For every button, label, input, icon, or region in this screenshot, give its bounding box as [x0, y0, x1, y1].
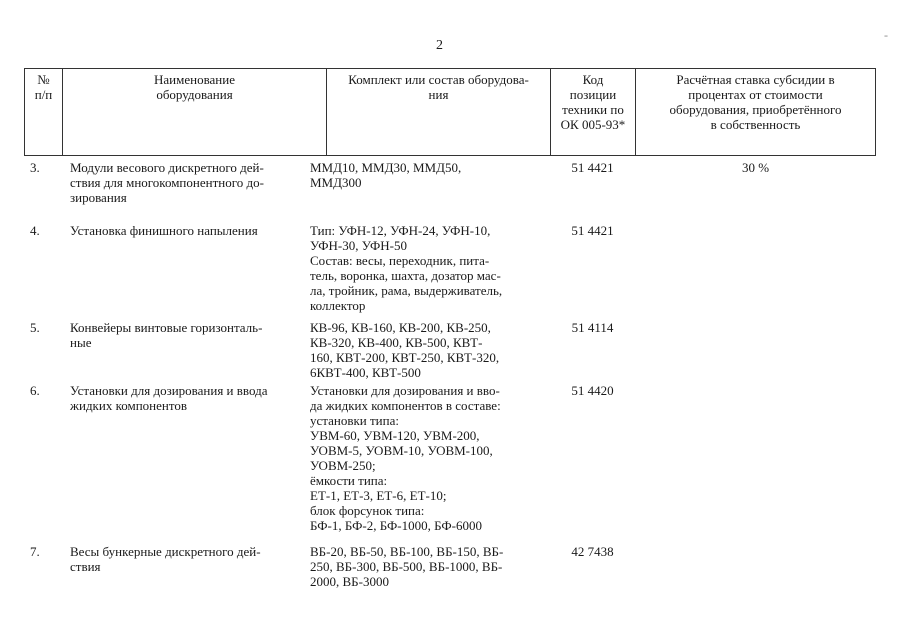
- row-equipment-name: Конвейеры винтовые горизонталь- ные: [70, 320, 263, 350]
- row-number: 4.: [30, 223, 40, 238]
- row-number: 6.: [30, 383, 40, 398]
- row-okp-code: 51 4114: [571, 320, 614, 335]
- row-equipment-name: Установка финишного напыления: [70, 223, 258, 238]
- row-okp-code: 51 4421: [571, 223, 614, 238]
- header-equipment-name: Наименование оборудования: [62, 69, 326, 155]
- margin-mark: -: [884, 28, 888, 42]
- table-header: [24, 68, 876, 156]
- row-equipment-set: Тип: УФН-12, УФН-24, УФН-10, УФН-30, УФН-50 Состав: весы, переходник, пита- тель, воронка, шахта, дозатор мас- ла, тройник, рама, выдерживатель, коллектор: [310, 223, 503, 313]
- row-number: 7.: [30, 544, 40, 559]
- row-equipment-set: КВ-96, КВ-160, КВ-200, КВ-250, КВ-320, КВ-400, КВ-500, КВТ- 160, КВТ-200, КВТ-250, КВТ-320, 6КВТ-400, КВТ-500: [310, 320, 500, 380]
- row-equipment-set: ММД10, ММД30, ММД50, ММД300: [310, 160, 462, 190]
- row-okp-code: 51 4421: [571, 160, 614, 175]
- row-equipment-name: Весы бункерные дискретного дей- ствия: [70, 544, 261, 574]
- row-subsidy-rate: 30 %: [741, 160, 770, 175]
- header-okp-code: Код позиции техники по ОК 005-93*: [550, 69, 635, 155]
- row-number: 5.: [30, 320, 40, 335]
- row-equipment-set: Установки для дозирования и вво- да жидких компонентов в составе: установки типа: УВМ-60, УВМ-120, УВМ-200, УОВМ-5, УОВМ-10, УОВМ-100, УОВМ-250; ёмкости типа: ЕТ-1, ЕТ-3, ЕТ-6, ЕТ-10; блок форсунок типа: БФ-1, БФ-2, БФ-1000, БФ-6000: [310, 383, 501, 533]
- row-okp-code: 51 4420: [571, 383, 614, 398]
- row-okp-code: 42 7438: [571, 544, 614, 559]
- row-number: 3.: [30, 160, 40, 175]
- header-equipment-set: Комплект или состав оборудова- ния: [326, 69, 550, 155]
- row-equipment-set: ВБ-20, ВБ-50, ВБ-100, ВБ-150, ВБ- 250, ВБ-300, ВБ-500, ВБ-1000, ВБ- 2000, ВБ-3000: [310, 544, 504, 589]
- page-number: 2: [436, 38, 443, 53]
- row-equipment-name: Установки для дозирования и ввода жидких компонентов: [70, 383, 268, 413]
- header-number: № п/п: [24, 69, 62, 155]
- row-equipment-name: Модули весового дискретного дей- ствия для многокомпонентного до- зирования: [70, 160, 264, 205]
- header-subsidy-rate: Расчётная ставка субсидии в процентах от стоимости оборудования, приобретённого в собственность: [635, 69, 876, 155]
